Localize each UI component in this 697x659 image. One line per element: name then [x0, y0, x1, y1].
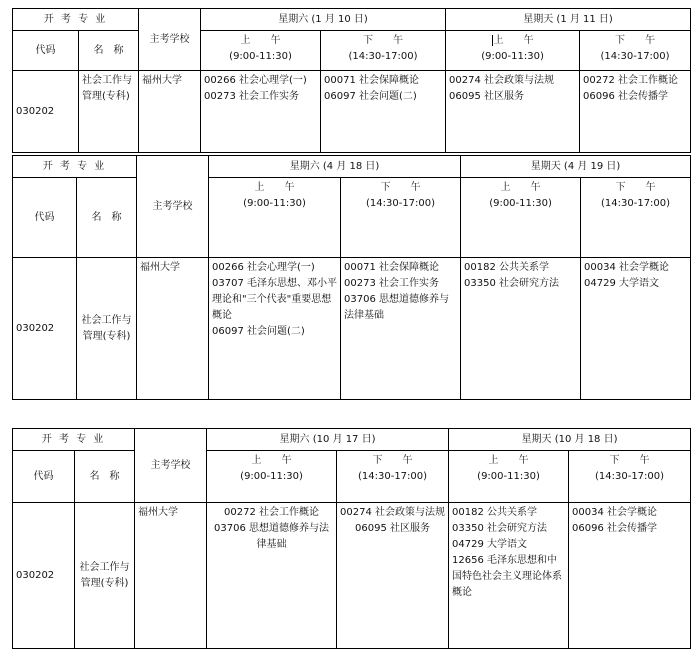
major-code: 030202 — [13, 503, 75, 649]
day1-am-courses: 00266 社会心理学(一) 03707 毛泽东思想、邓小平理论和"三个代表"重要思想概论 06097 社会问题(二) — [209, 258, 341, 400]
header-day2: 星期天 (10 月 18 日) — [449, 429, 691, 451]
major-name: 社会工作与管理(专科) — [79, 71, 139, 153]
day1-am-courses: 00266 社会心理学(一) 00273 社会工作实务 — [201, 71, 321, 153]
header-code: 代码 — [13, 451, 75, 503]
day1-pm-courses: 00071 社会保障概论 06097 社会问题(二) — [321, 71, 446, 153]
day2-pm-courses: 00034 社会学概论 04729 大学语文 — [581, 258, 691, 400]
text-cursor — [492, 35, 493, 46]
day2-am-courses: 00182 公共关系学 03350 社会研究方法 04729 大学语文 12656 毛泽东思想和中国特色社会主义理论体系概论 — [449, 503, 569, 649]
day2-pm-courses: 00034 社会学概论 06096 社会传播学 — [569, 503, 691, 649]
day2-pm-header: 下 午 (14:30-17:00) — [580, 31, 691, 71]
major-name: 社会工作与管理(专科) — [77, 258, 137, 400]
day2-am-header: 上 午 (9:00-11:30) — [446, 31, 580, 71]
header-school: 主考学校 — [139, 9, 201, 71]
day1-pm-courses: 00071 社会保障概论 00273 社会工作实务 03706 思想道德修养与法律基础 — [341, 258, 461, 400]
day2-am-header: 上 午 (9:00-11:30) — [461, 178, 581, 258]
header-name: 名 称 — [75, 451, 135, 503]
header-program: 开 考 专 业 — [13, 9, 139, 31]
day1-am-header: 上 午 (9:00-11:30) — [209, 178, 341, 258]
major-code: 030202 — [13, 71, 79, 153]
header-day2: 星期天 (4 月 19 日) — [461, 156, 691, 178]
header-name: 名 称 — [79, 31, 139, 71]
day1-am-header: 上 午 (9:00-11:30) — [201, 31, 321, 71]
day1-pm-header: 下 午 (14:30-17:00) — [341, 178, 461, 258]
header-day1: 星期六 (1 月 10 日) — [201, 9, 446, 31]
day1-pm-courses: 00274 社会政策与法规 06095 社区服务 — [337, 503, 449, 649]
exam-schedule-table-october — [12, 428, 691, 649]
header-program: 开 考 专 业 — [13, 156, 137, 178]
header-day1: 星期六 (10 月 17 日) — [207, 429, 449, 451]
major-name: 社会工作与管理(专科) — [75, 503, 135, 649]
header-name: 名 称 — [77, 178, 137, 258]
exam-school: 福州大学 — [137, 258, 209, 400]
exam-school: 福州大学 — [135, 503, 207, 649]
header-school: 主考学校 — [137, 156, 209, 258]
day1-pm-header: 下 午 (14:30-17:00) — [337, 451, 449, 503]
header-school: 主考学校 — [135, 429, 207, 503]
header-code: 代码 — [13, 178, 77, 258]
header-program: 开 考 专 业 — [13, 429, 135, 451]
exam-schedule-table-april — [12, 155, 691, 400]
header-code: 代码 — [13, 31, 79, 71]
day1-am-courses: 00272 社会工作概论 03706 思想道德修养与法律基础 — [207, 503, 337, 649]
day2-am-header: 上 午 (9:00-11:30) — [449, 451, 569, 503]
header-day2: 星期天 (1 月 11 日) — [446, 9, 691, 31]
day2-pm-header: 下 午 (14:30-17:00) — [569, 451, 691, 503]
exam-school: 福州大学 — [139, 71, 201, 153]
day2-am-courses: 00274 社会政策与法规 06095 社区服务 — [446, 71, 580, 153]
day1-pm-header: 下 午 (14:30-17:00) — [321, 31, 446, 71]
day2-pm-header: 下 午 (14:30-17:00) — [581, 178, 691, 258]
day1-am-header: 上 午 (9:00-11:30) — [207, 451, 337, 503]
header-day1: 星期六 (4 月 18 日) — [209, 156, 461, 178]
day2-am-courses: 00182 公共关系学 03350 社会研究方法 — [461, 258, 581, 400]
day2-pm-courses: 00272 社会工作概论 06096 社会传播学 — [580, 71, 691, 153]
major-code: 030202 — [13, 258, 77, 400]
exam-schedule-table-january — [12, 8, 691, 153]
